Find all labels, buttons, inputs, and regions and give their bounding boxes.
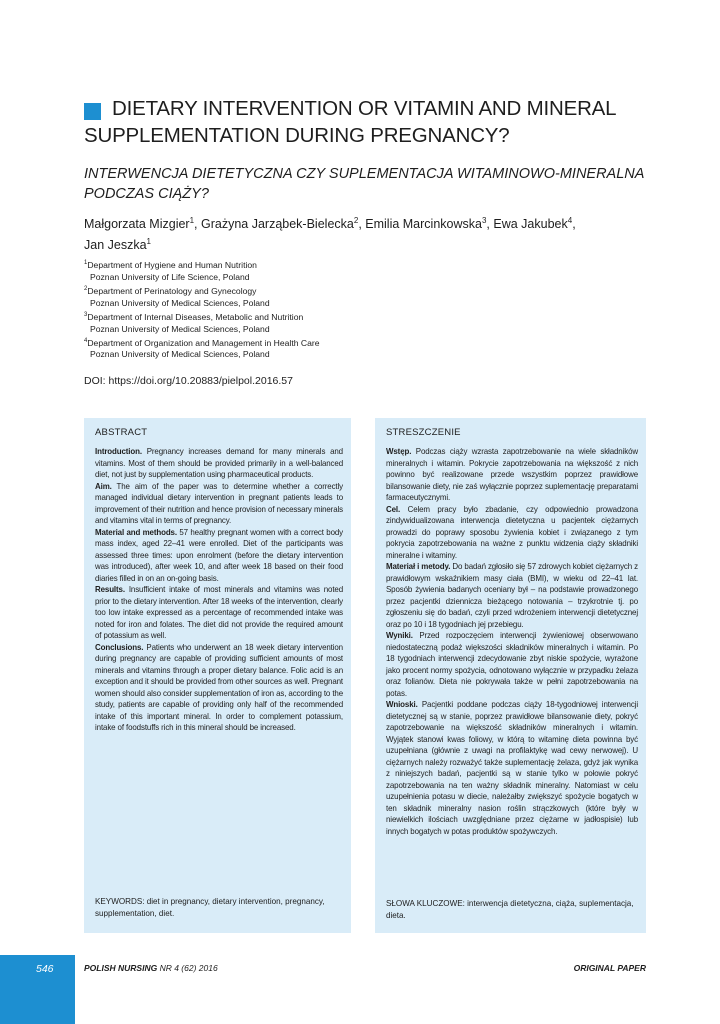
section-text: Pacjentki poddane podczas ciąży 18-tygodniowej interwencji dietetycznej są w stanie, poprzez prawidłowe bilansowanie diety, pokryć zapotrzebowanie na większość składników mineralnych i witamin. Wyjątek stanowi kwas foliowy, w którą to witaminę dieta powinna być uzupełniana (głównie z uwagi na profilaktykę wad cewy nerwowej). U ciężarnych należy rozważyć także suplementację żelaza, gdyż jak wynika z niniejszych badań, pacjentki są w stanie tylko w połowie pokryć zapotrzebowania na ten ważny składnik mineralny. Natomiast w celu uzupełnienia potasu w diecie, należałby zwiększyć spożycie bogatych w ten składnik mineralny nasion roślin strączkowych (które były w niewielkich ilościach uwzględniane przez ciężarne w jadłospisie) lub innych bogatych w potas produktów spożywczych. bbox=[386, 700, 638, 836]
abstract-keywords: KEYWORDS: diet in pregnancy, dietary intervention, pregnancy, supplementation, diet. bbox=[95, 897, 325, 918]
affiliation-department: Department of Hygiene and Human Nutrition bbox=[87, 259, 257, 270]
author-affiliation-mark: 3 bbox=[481, 216, 487, 225]
journal-info bbox=[84, 963, 218, 973]
streszczenie-keywords: SŁOWA KLUCZOWE: interwencja dietetyczna, ciąża, suplementacja, dieta. bbox=[386, 899, 634, 920]
section-text: 57 healthy pregnant women with a correct body mass index, aged 22–41 were enrolled. Diet of the participants was assessed three times: upon enrolment (before the dietary intervention was introduced), after week 10, and after week 18 based on their food diaries filled in on an on-going basis. bbox=[95, 527, 344, 583]
abstract-introduction bbox=[95, 446, 343, 481]
affiliation-item bbox=[84, 309, 484, 335]
abstract-conclusions bbox=[95, 642, 343, 734]
section-text: The aim of the paper was to determine whether a correctly managed individual dietary intervention in pregnant patients leads to improvement of their nutrition and hence provision of necessary minerals and vitamins vital in terms of pregnancy. bbox=[95, 481, 343, 525]
affiliation-number: 1 bbox=[84, 260, 88, 266]
author-name: Jan Jeszka bbox=[84, 238, 147, 253]
author-name: Grażyna Jarząbek-Bielecka bbox=[201, 217, 354, 232]
section-text: Celem pracy było zbadanie, czy odpowiednio prowadzona zindywidualizowana interwencja dietetyczna u pacjentek ciężarnych prowadzi do poprawy sposobu żywienia kobiet i związanego z tym pokrycia zapotrzebowania na ważne z punktu widzenia ciąży składniki mineralne i witaminy. bbox=[386, 504, 638, 560]
author-name: Małgorzata Mizgier bbox=[84, 217, 190, 232]
affiliation-department: Department of Organization and Management in Health Care bbox=[87, 337, 320, 348]
section-label: Material and methods. bbox=[95, 527, 177, 537]
article-subtitle: INTERWENCJA DIETETYCZNA CZY SUPLEMENTACJA WITAMINOWO-MINERALNA PODCZAS CIĄŻY? bbox=[84, 166, 644, 202]
author-name: Emilia Marcinkowska bbox=[365, 217, 482, 232]
author-list: Małgorzata Mizgier$^1$, Grażyna Jarząbek-Bielecka$^2$, Emilia Marcinkowska$^3$, Ewa Jakubek$^4$, Jan Jeszka$^1$ bbox=[84, 216, 576, 253]
abstract-aim bbox=[95, 481, 343, 527]
streszczenie-results bbox=[386, 630, 638, 699]
section-type-label: ORIGINAL PAPER bbox=[573, 963, 646, 973]
section-text: Podczas ciąży wzrasta zapotrzebowanie na wiele składników mineralnych i witamin. Pokrycie zapotrzebowania na większość z nich powinno być realizowane przede wszystkim poprzez prawidłowe bilansowanie diety, nie zaś wyłącznie poprzez suplementację preparatami farmaceutycznymi. bbox=[386, 447, 638, 502]
affiliation-item bbox=[84, 283, 484, 309]
journal-issue: NR 4 (62) 2016 bbox=[159, 963, 218, 973]
author-affiliation-mark: 2 bbox=[353, 216, 359, 225]
section-text: Pregnancy increases demand for many minerals and vitamins. Most of them should be provided primarily in a well-balanced diet, not just by supplementation using pharmaceutical products. bbox=[95, 447, 343, 479]
author-affiliation-mark: 1 bbox=[189, 216, 195, 225]
section-label: Wyniki. bbox=[386, 631, 413, 640]
streszczenie-heading: STRESZCZENIE bbox=[386, 427, 461, 438]
streszczenie-methods bbox=[386, 561, 638, 630]
affiliation-number: 3 bbox=[84, 311, 88, 318]
section-label: Results. bbox=[95, 585, 125, 594]
affiliation-number: 4 bbox=[84, 337, 88, 344]
section-label: Aim. bbox=[95, 481, 112, 491]
affiliation-institution: Poznan University of Life Science, Poland bbox=[90, 271, 250, 282]
section-text: Przed rozpoczęciem interwencji żywieniowej obserwowano niedostateczną podaż większości składników mineralnych i witamin. Po 18 tygodniach interwencji zdecydowanie zbyt niskie spożycie, wyrażone jako procent normy spożycia, odnotowano wyłącznie w przypadku żelaza oraz folianów. Dieta nie pokrywała także w pełni zapotrzebowania na potas. bbox=[386, 631, 638, 698]
section-label: Cel. bbox=[386, 504, 401, 514]
page-number: 546 bbox=[36, 963, 54, 975]
affiliation-institution: Poznan University of Medical Sciences, Poland bbox=[90, 349, 270, 360]
affiliation-item bbox=[84, 257, 484, 283]
article-title: DIETARY INTERVENTION OR VITAMIN AND MINERAL SUPPLEMENTATION DURING PREGNANCY? bbox=[84, 97, 616, 147]
streszczenie-intro bbox=[386, 446, 638, 504]
affiliation-department: Department of Perinatology and Gynecology bbox=[87, 285, 257, 296]
abstract-heading: ABSTRACT bbox=[95, 427, 148, 438]
section-label: Wstęp. bbox=[386, 447, 412, 456]
doi-link[interactable]: DOI: https://doi.org/10.20883/pielpol.2016.57 bbox=[84, 375, 293, 387]
abstract-results bbox=[95, 584, 343, 642]
abstract-methods bbox=[95, 527, 343, 585]
section-label: Wnioski. bbox=[386, 700, 418, 709]
streszczenie-conclusions bbox=[386, 699, 638, 837]
author-affiliation-mark: 4 bbox=[567, 216, 573, 225]
section-text: Patients who underwent an 18 week dietary intervention during pregnancy are capable of providing sufficient amounts of most minerals and vitamins through a proper dietary balance. Folic acid is an exception and it should be provided from other sources as well. Pregnant women should also consider supplementation of iron as, according to the study, patients are capable of providing only half of the recommended intake of this important mineral. In order to complement potassium, intake of foodstuffs rich in this mineral should be increased. bbox=[95, 642, 343, 732]
section-text: Do badań zgłosiło się 57 zdrowych kobiet ciężarnych z prawidłowym wskaźnikiem masy ciała (BMI), w wieku od 22–41 lat. Sposób żywienia badanych oceniany był – na podstawie prowadzonego przez pacjentki dziennicza bieżącego notowania – trzykrotnie tj. po zgłoszeniu się do badań, czyli przed wdrożeniem interwencji dietetycznej oraz po 10 i 18 tygodniach jej przebiegu. bbox=[386, 562, 638, 629]
section-label: Materiał i metody. bbox=[386, 562, 451, 571]
section-text: Insufficient intake of most minerals and vitamins was noted prior to the dietary intervention. After 18 weeks of the intervention, clearly too low intake expressed as a percentage of recommended intake was noted for iron and folates. The diet did not provide the required amount of potassium as well. bbox=[95, 585, 343, 640]
abstract-box bbox=[84, 418, 351, 933]
affiliation-institution: Poznan University of Medical Sciences, Poland bbox=[90, 297, 270, 308]
affiliation-number: 2 bbox=[84, 285, 88, 292]
affiliation-institution: Poznan University of Medical Sciences, Poland bbox=[90, 323, 270, 334]
author-affiliation-mark: 1 bbox=[146, 237, 151, 247]
abstract-body bbox=[95, 446, 343, 734]
affiliation-list bbox=[84, 257, 484, 360]
streszczenie-body bbox=[386, 446, 638, 837]
author-name: Ewa Jakubek bbox=[493, 217, 568, 232]
journal-name: POLISH NURSING bbox=[84, 963, 158, 973]
section-label: Introduction. bbox=[95, 447, 142, 456]
streszczenie-box bbox=[375, 418, 646, 933]
section-label: Conclusions. bbox=[95, 642, 144, 652]
affiliation-department: Department of Internal Diseases, Metabolic and Nutrition bbox=[87, 311, 304, 322]
affiliation-item bbox=[84, 335, 484, 361]
streszczenie-aim bbox=[386, 504, 638, 562]
